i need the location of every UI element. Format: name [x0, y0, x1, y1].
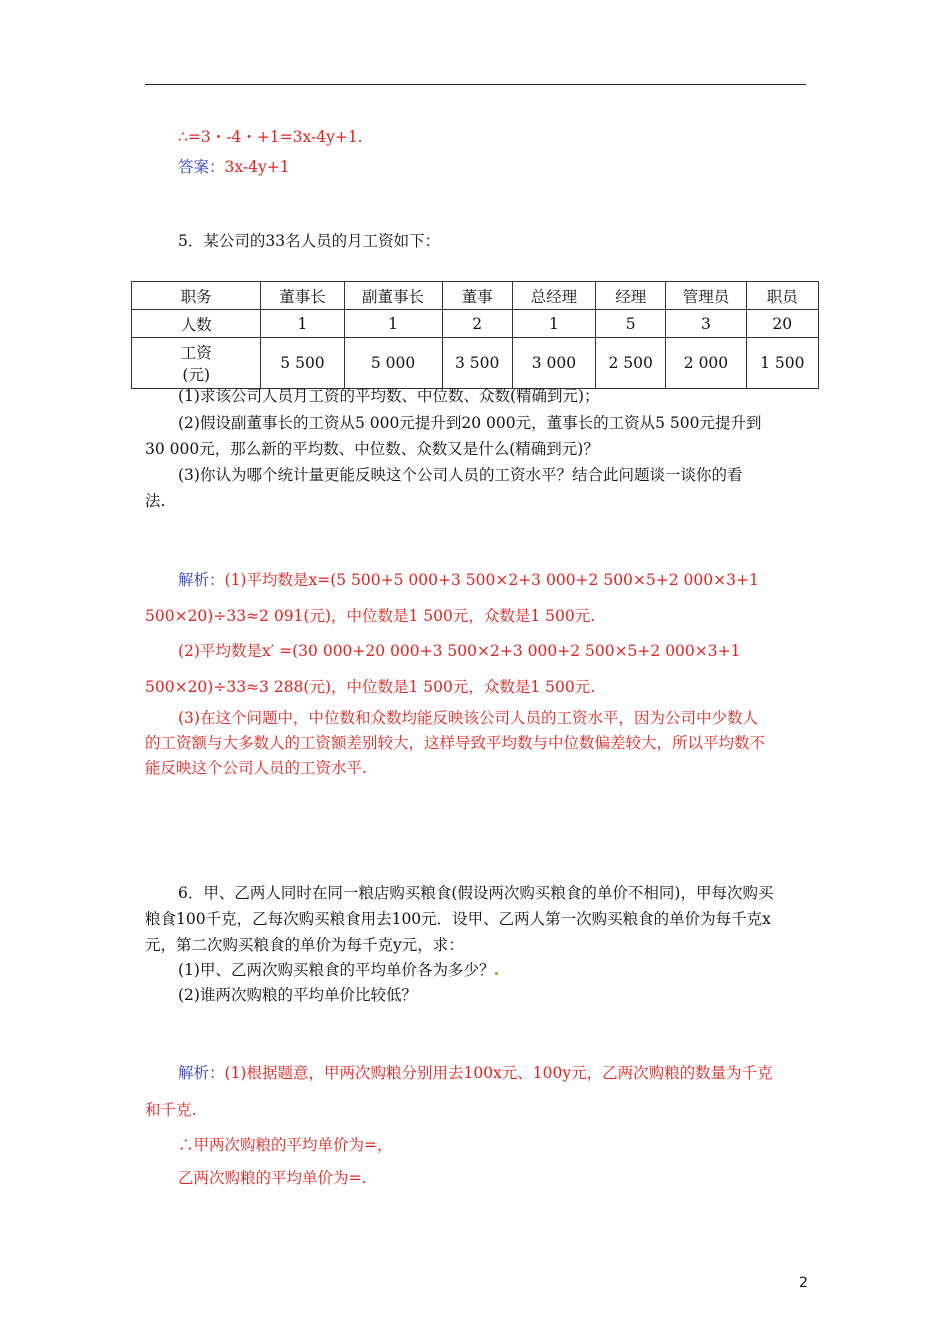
q5-stem: 5．某公司的33名人员的月工资如下： [178, 232, 441, 250]
table-cell: 2 500 [596, 338, 666, 389]
q5-sub3-line1: (3)你认为哪个统计量更能反映这个公司人员的工资水平？结合此问题谈一谈你的看 [178, 466, 743, 484]
q5-sub1: (1)求该公司人员月工资的平均数、中位数、众数(精确到元)； [178, 387, 600, 405]
q6-sub1 [178, 960, 499, 980]
table-cell: 经理 [596, 282, 666, 310]
table-cell: 董事长 [261, 282, 344, 310]
solution-text: (1)平均数是x=(5 500+5 000+3 500×2+3 000+2 500×5+2 000×3+1 [224, 571, 759, 589]
table-cell: 职员 [746, 282, 818, 310]
q6-stem-line2: 粮食100千克，乙每次购买粮食用去100元．设甲、乙两人第一次购买粮食的单价为每千克x [145, 910, 771, 928]
q6-stem-line1: 6．甲、乙两人同时在同一粮店购买粮食(假设两次购买粮食的单价不相同)，甲每次购买 [178, 884, 774, 902]
q6-sol1-line2: 和千克. [145, 1101, 197, 1119]
prev-answer-line [178, 157, 290, 177]
table-cell: 20 [746, 310, 818, 338]
table-cell [132, 338, 261, 389]
q6-sol3: 乙两次购粮的平均单价为=. [178, 1169, 367, 1187]
q5-sol3-line2: 的工资额与大多数人的工资额差别较大，这样导致平均数与中位数偏差较大，所以平均数不 [145, 734, 766, 752]
q5-sol3-line1: (3)在这个问题中，中位数和众数均能反映该公司人员的工资水平，因为公司中少数人 [178, 709, 758, 727]
prev-solution-line: ∴=3・-4・+1=3x-4y+1. [178, 128, 363, 146]
table-cell: 3 [666, 310, 746, 338]
table-cell: 副董事长 [344, 282, 442, 310]
q5-sol3-line3: 能反映这个公司人员的工资水平. [145, 759, 367, 777]
table-cell: 3 500 [442, 338, 512, 389]
q6-sub2: (2)谁两次购粮的平均单价比较低？ [178, 986, 417, 1004]
table-cell: 职务 [132, 282, 261, 310]
table-cell: 3 000 [512, 338, 595, 389]
page-number: 2 [799, 1275, 808, 1291]
q5-sol1-line1 [178, 570, 759, 590]
q6-sub1-text: (1)甲、乙两次购买粮食的平均单价各为多少？ [178, 961, 495, 979]
table-cell: 5 500 [261, 338, 344, 389]
q6-sol2: ∴甲两次购粮的平均单价为=， [178, 1136, 393, 1154]
table-cell: 1 500 [746, 338, 818, 389]
table-cell: 1 [344, 310, 442, 338]
q5-sol2-line2: 500×20)÷33≈3 288(元)，中位数是1 500元，众数是1 500元. [145, 678, 596, 696]
q5-sol1-line2: 500×20)÷33≈2 091(元)，中位数是1 500元，众数是1 500元. [145, 607, 596, 625]
table-cell: 2 [442, 310, 512, 338]
answer-value: 3x-4y+1 [224, 158, 290, 176]
wage-table [131, 281, 819, 389]
q5-sol2-line1: (2)平均数是x′ =(30 000+20 000+3 500×2+3 000+2 500×5+2 000×3+1 [178, 642, 741, 660]
table-cell: 总经理 [512, 282, 595, 310]
q6-sol1-line1 [178, 1063, 773, 1083]
q6-stem-line3: 元，第二次购买粮食的单价为每千克y元，求： [145, 936, 464, 954]
table-cell: 管理员 [666, 282, 746, 310]
table-cell: 1 [512, 310, 595, 338]
table-header-row [132, 282, 819, 310]
table-cell: 1 [261, 310, 344, 338]
wage-label-line1: 工资 [180, 344, 212, 362]
speck-mark [495, 972, 498, 975]
solution-label: 解析： [178, 571, 225, 589]
table-cell: 5 000 [344, 338, 442, 389]
q5-sub2-line2: 30 000元，那么新的平均数、中位数、众数又是什么(精确到元)？ [145, 440, 599, 458]
table-count-row [132, 310, 819, 338]
table-cell: 5 [596, 310, 666, 338]
table-wage-row [132, 338, 819, 389]
table-cell: 2 000 [666, 338, 746, 389]
q5-sub2-line1: (2)假设副董事长的工资从5 000元提升到20 000元，董事长的工资从5 500元提升到 [178, 414, 762, 432]
q5-sub3-line2: 法. [145, 492, 166, 510]
table-cell: 人数 [132, 310, 261, 338]
wage-label-line2: (元) [182, 366, 210, 384]
solution-label: 解析： [178, 1064, 225, 1082]
table-cell: 董事 [442, 282, 512, 310]
solution-text: (1)根据题意，甲两次购粮分别用去100x元、100y元，乙两次购粮的数量为千克 [224, 1064, 773, 1082]
answer-label: 答案： [178, 158, 225, 176]
header-rule [145, 84, 806, 85]
